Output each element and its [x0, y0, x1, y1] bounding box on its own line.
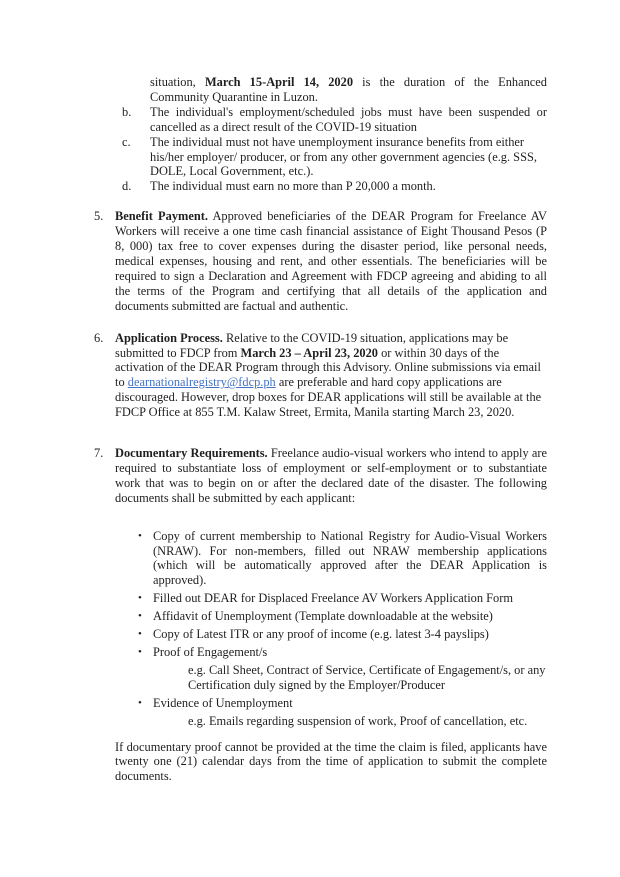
section-benefit-payment	[94, 209, 547, 313]
bullet-icon: •	[138, 628, 142, 641]
section-benefit-payment-text	[115, 209, 547, 313]
list-item-dear-application-form	[138, 591, 548, 606]
section-heading-documentary-requirements: Documentary Requirements.	[115, 446, 268, 461]
paragraph-documentary-proof-deadline: If documentary proof cannot be provided at the time the claim is filed, applicants have twenty one (21) calendar days from the time of application to submit the complete documents.	[115, 739, 547, 784]
section-documentary-requirements-text	[115, 446, 547, 506]
text-run: are preferable and hard copy applications are discouraged. However, drop boxes for DEAR applications will still be available at the FDCP Office at 855 T.M. Kalaw Street, Ermita, Manila starting March 23, 2020.	[115, 375, 542, 420]
bullet-icon: •	[138, 529, 142, 542]
list-item-b	[122, 105, 547, 135]
list-item-itr	[138, 627, 548, 642]
list-item-text: Copy of Latest ITR or any proof of income (e.g. latest 3-4 payslips)	[153, 627, 489, 642]
list-item-text: Filled out DEAR for Displaced Freelance AV Workers Application Form	[153, 591, 513, 606]
section-documentary-requirements	[94, 446, 547, 506]
example-note-proof-of-engagement: e.g. Call Sheet, Contract of Service, Certificate of Engagement/s, or any Certification duly signed by the Employer/Producer	[188, 662, 546, 692]
list-item-affidavit	[138, 609, 548, 624]
list-marker-b: b.	[122, 104, 132, 119]
example-note-evidence-of-unemployment: e.g. Emails regarding suspension of work, Proof of cancellation, etc.	[188, 713, 528, 728]
list-item-text: Proof of Engagement/s	[153, 645, 268, 659]
requirements-list	[0, 529, 620, 729]
section-heading-application-process: Application Process.	[115, 330, 223, 345]
list-marker-c: c.	[122, 134, 131, 149]
text-run: Freelance audio-visual workers who intend to apply are required to substantiate loss of employment or self-employment or to substantiate work that was to begin on or after the declared date of the disaster. The following documents shall be submitted by each applicant:	[115, 446, 547, 505]
bullet-icon: •	[138, 646, 142, 658]
bullet-icon: •	[138, 592, 142, 605]
text-run: Approved beneficiaries of the DEAR Program for Freelance AV Workers will receive a one time cash financial assistance of Eight Thousand Pesos (P 8, 000) tax free to cover expenses during the disaster period, like personal needs, medical expenses, housing and rent, and other essentials. The beneficiaries will be required to sign a Declaration and Agreement with FDCP agreeing and abiding to all the terms of the Program and certifying that all details of the application and documents submitted are factual and authentic.	[115, 209, 548, 313]
bullet-icon: •	[138, 610, 142, 623]
list-item-c-text: The individual must not have unemployment insurance benefits from either his/her employer/ producer, or from any other government agencies (e.g. SSS, DOLE, Local Government, etc.).	[150, 134, 537, 179]
section-number-5: 5.	[94, 209, 104, 224]
text-run: Relative to the COVID-19 situation, applications may be submitted to FDCP from	[115, 330, 509, 360]
list-item-nraw-membership	[138, 529, 548, 589]
list-item-text: Affidavit of Unemployment (Template downloadable at the website)	[153, 609, 493, 624]
section-heading-benefit-payment: Benefit Payment.	[115, 209, 208, 224]
paragraph-quarantine-duration	[150, 75, 547, 105]
bullet-icon: •	[138, 696, 142, 709]
list-item-text: Copy of current membership to National Registry for Audio-Visual Workers (NRAW). For non-members, filled out NRAW membership applications (which will be automatically approved after the DEAR Application is approved).	[153, 528, 547, 588]
list-item-proof-of-engagement	[138, 645, 548, 660]
text-run-bold-ecq-dates: March 15-April 14, 2020	[204, 75, 354, 89]
text-run: situation,	[150, 75, 205, 89]
text-run: or within 30 days of the activation of the DEAR Program through this Advisory. Online submissions via email to	[115, 345, 541, 390]
text-run-bold-application-dates: March 23 – April 23, 2020	[240, 345, 378, 360]
list-item-text: Evidence of Unemployment	[153, 695, 293, 710]
list-marker-d: d.	[122, 179, 132, 194]
text-run: is the duration of the Enhanced Community Quarantine in Luzon.	[150, 75, 547, 104]
email-link[interactable]: dearnationalregistry@fdcp.ph	[127, 375, 276, 390]
list-item-d-text: The individual must earn no more than P 20,000 a month.	[150, 179, 436, 194]
list-item-d	[122, 179, 547, 194]
section-number-7: 7.	[94, 446, 104, 461]
section-application-process	[94, 331, 547, 420]
section-number-6: 6.	[94, 330, 104, 345]
section-application-process-text	[115, 331, 547, 420]
list-item-c	[122, 135, 547, 180]
list-item-b-text: The individual's employment/scheduled jobs must have been suspended or cancelled as a direct result of the COVID-19 situation	[150, 104, 547, 134]
list-item-evidence-of-unemployment	[138, 696, 548, 711]
